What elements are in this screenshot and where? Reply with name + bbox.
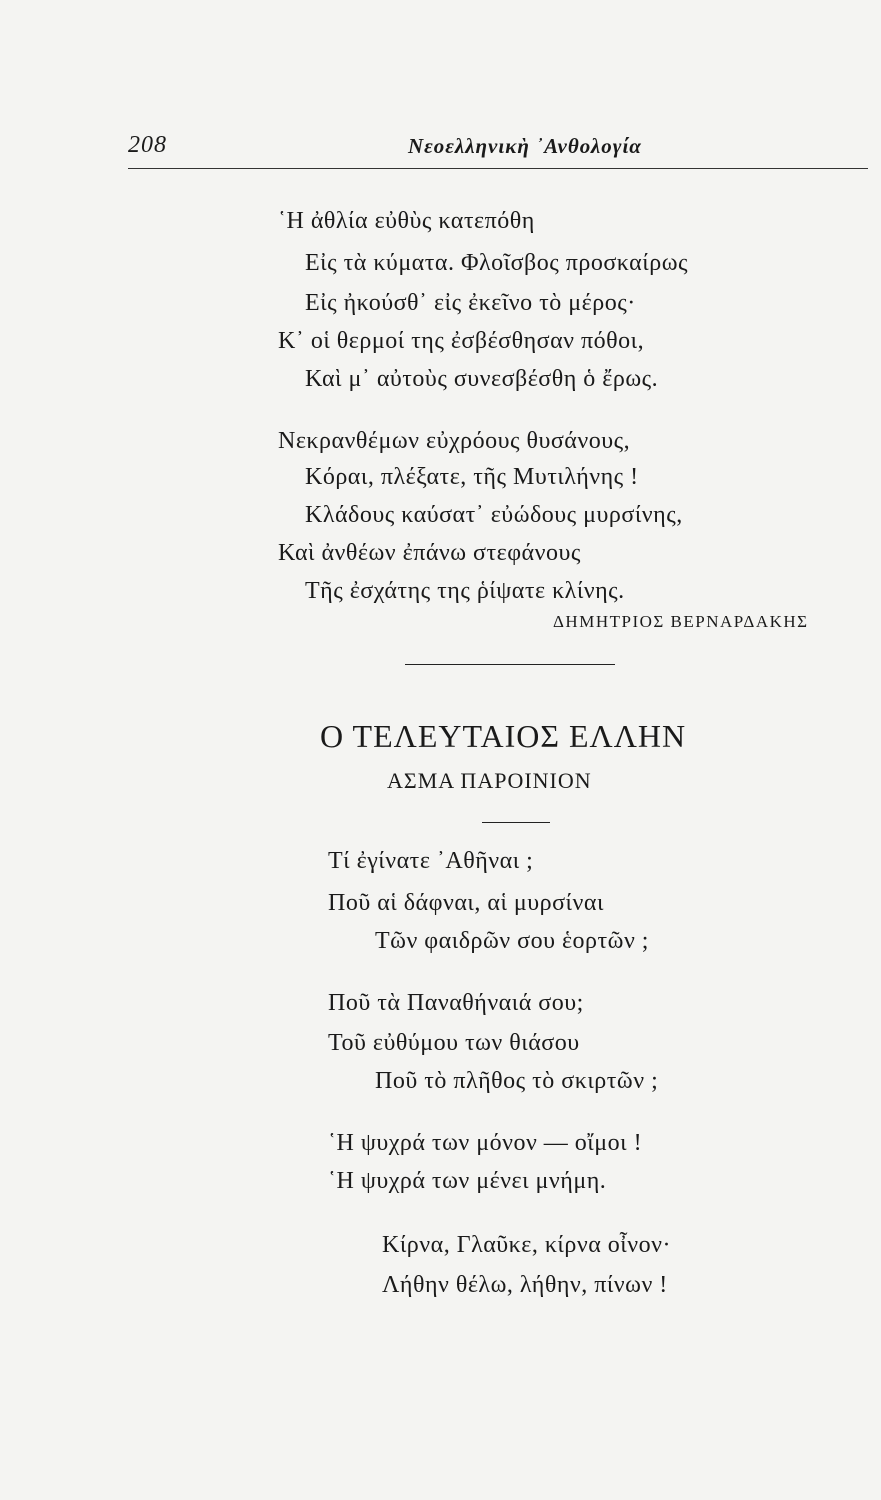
poem-line: Ποῦ τὰ Παναθήναιά σου; xyxy=(328,990,584,1016)
page-header xyxy=(128,128,868,168)
poem-line: ῾Η ἀθλία εὐθὺς κατεπόθη xyxy=(278,208,535,234)
poem-line: Λήθην θέλω, λήθην, πίνων ! xyxy=(382,1272,668,1298)
poem-line: Τῶν φαιδρῶν σου ἑορτῶν ; xyxy=(375,928,649,954)
poem-line: Νεκρανθέμων εὐχρόους θυσάνους, xyxy=(278,428,631,454)
poem-line: Ποῦ τὸ πλῆθος τὸ σκιρτῶν ; xyxy=(375,1068,659,1094)
poem-line: Τῆς ἐσχάτης της ῥίψατε κλίνης. xyxy=(305,578,625,604)
poem-line: Κ᾿ οἱ θερμοί της ἐσβέσθησαν πόθοι, xyxy=(278,328,645,354)
header-rule xyxy=(128,168,868,169)
poem-line: Καὶ ἀνθέων ἐπάνω στεφάνους xyxy=(278,540,581,566)
poem-line: Εἰς τὰ κύματα. Φλοῖσβος προσκαίρως xyxy=(305,250,688,276)
running-title: Νεοελληνικὴ ᾿Ανθολογία xyxy=(408,134,642,158)
section-separator xyxy=(405,664,615,665)
poem-line: Τοῦ εὐθύμου των θιάσου xyxy=(328,1030,580,1056)
poem-line: Καὶ μ᾿ αὐτοὺς συνεσβέσθη ὁ ἔρως. xyxy=(305,366,659,392)
poem-line: Ποῦ αἱ δάφναι, αἱ μυρσίναι xyxy=(328,890,604,916)
poem-line: Κίρνα, Γλαῦκε, κίρνα οἶνον· xyxy=(382,1232,671,1258)
page-number: 208 xyxy=(128,132,167,158)
poem-subtitle: ΑΣΜΑ ΠΑΡΟΙΝΙΟΝ xyxy=(387,768,592,793)
poem-author: ΔΗΜΗΤΡΙΟΣ ΒΕΡΝΑΡΔΑΚΗΣ xyxy=(553,612,809,631)
poem-line: Εἰς ἠκούσθ᾿ εἰς ἐκεῖνο τὸ μέρος· xyxy=(305,290,636,316)
poem-line: Κλάδους καύσατ᾿ εὐώδους μυρσίνης, xyxy=(305,502,683,528)
poem-line: Τί ἐγίνατε ᾿Αθῆναι ; xyxy=(328,848,534,874)
poem-line: ῾Η ψυχρά των μόνον — οἴμοι ! xyxy=(328,1130,643,1156)
poem-line: Κόραι, πλέξατε, τῆς Μυτιλήνης ! xyxy=(305,464,639,490)
poem-title: Ο ΤΕΛΕΥΤΑΙΟΣ ΕΛΛΗΝ xyxy=(320,718,687,754)
poem-line: ῾Η ψυχρά των μένει μνήμη. xyxy=(328,1168,607,1194)
title-separator xyxy=(482,822,550,823)
